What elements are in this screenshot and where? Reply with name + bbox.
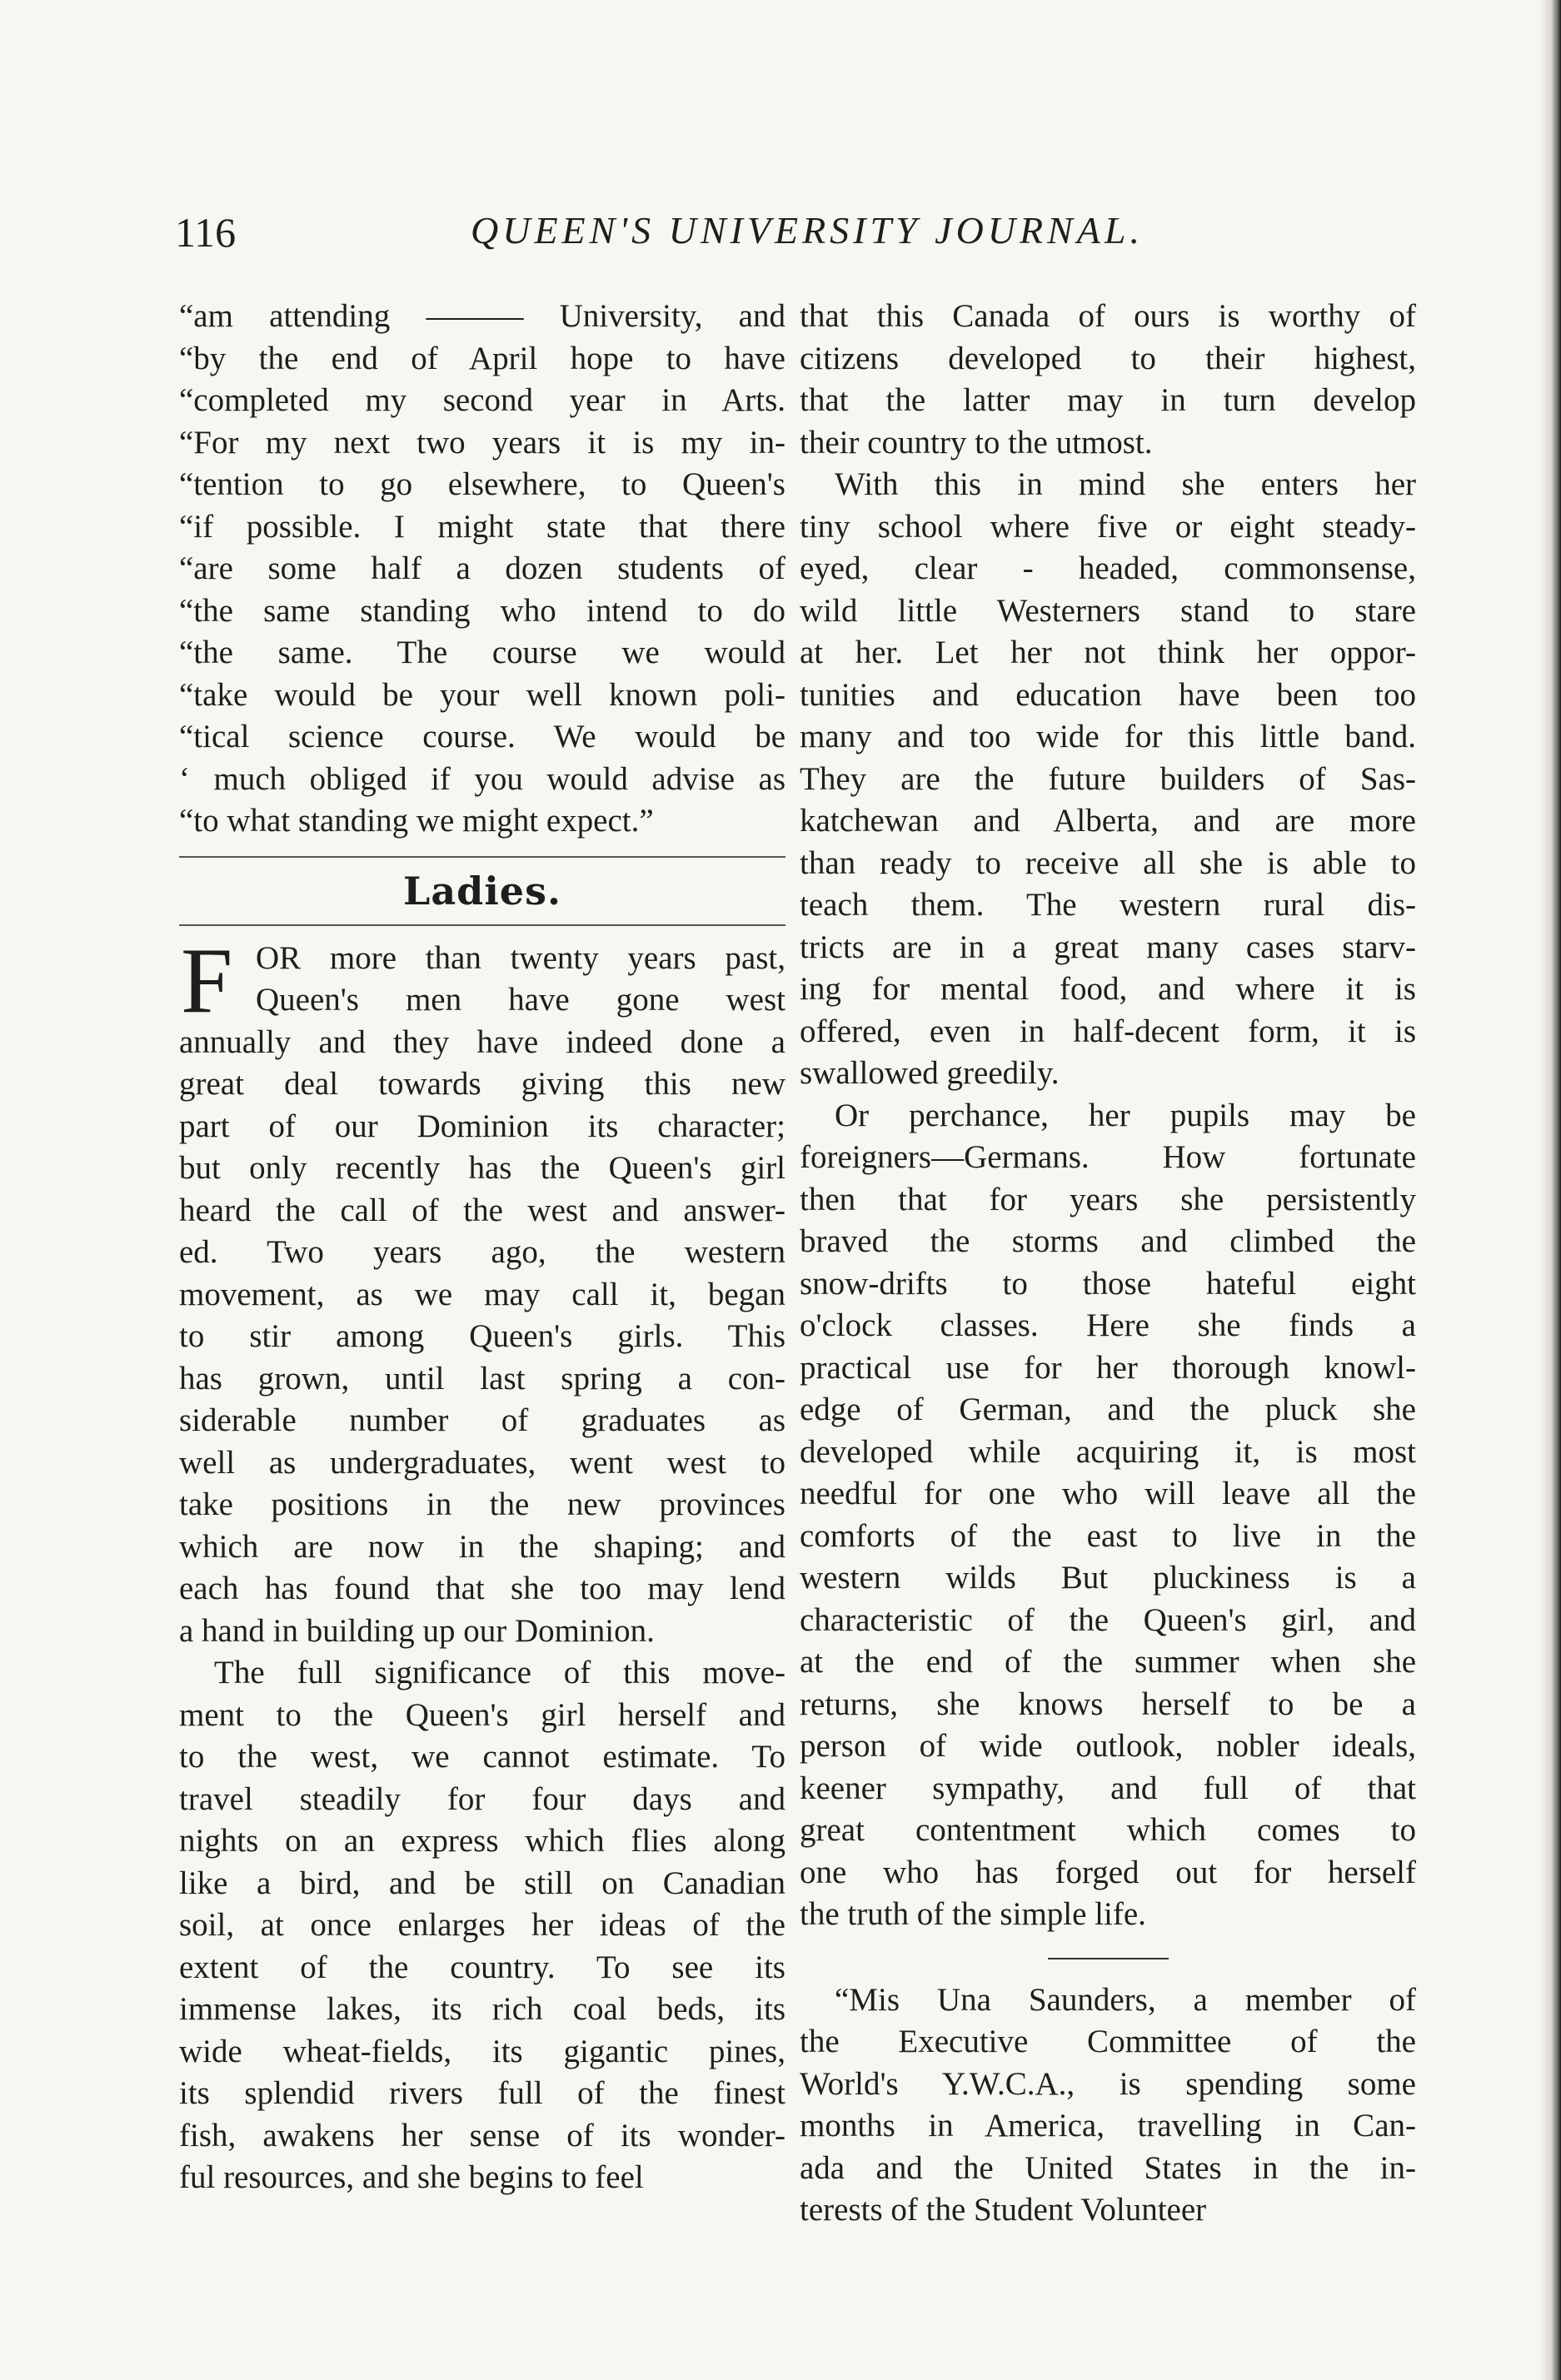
text-line: “the same. The course we would	[179, 635, 785, 670]
text-line: wide wheat-fields, its gigantic pines,	[179, 2033, 785, 2069]
text-line: returns, she knows herself to be a	[800, 1685, 1416, 1722]
text-line: “are some half a dozen students of	[179, 550, 785, 586]
right-paragraph-2	[800, 464, 1416, 1095]
text-line: “the same standing who intend to do	[179, 592, 785, 629]
text-line: terests of the Student Volunteer	[800, 2192, 1207, 2228]
text-line: travel steadily for four days and	[179, 1780, 785, 1817]
text-line: person of wide outlook, nobler ideals,	[800, 1728, 1416, 1764]
text-line: needful for one who will leave all the	[800, 1476, 1416, 1511]
text-line: has grown, until last spring a con-	[179, 1360, 785, 1397]
text-line: heard the call of the west and answer-	[179, 1192, 785, 1228]
text-line: tunities and education have been too	[800, 676, 1416, 713]
text-line: its splendid rivers full of the finest	[179, 2075, 785, 2111]
right-paragraph-4	[800, 1979, 1416, 2232]
text-line: wild little Westerners stand to stare	[800, 592, 1416, 629]
text-line: siderable number of graduates as	[179, 1402, 785, 1438]
text-line: than ready to receive all she is able to	[800, 844, 1416, 881]
ladies-paragraph-1	[179, 929, 785, 1653]
text-line: that the latter may in turn develop	[800, 382, 1416, 418]
text-line: “by the end of April hope to have	[179, 340, 785, 376]
text-line: “For my next two years it is my in-	[179, 424, 785, 461]
text-line: teach them. The western rural dis-	[800, 887, 1416, 923]
text-line: the truth of the simple life.	[800, 1896, 1146, 1932]
text-line: “completed my second year in Arts.	[179, 382, 785, 418]
text-line: many and too wide for this little band.	[800, 719, 1416, 754]
text-line: developed while acquiring it, is most	[800, 1433, 1416, 1470]
text-line: “to what standing we might expect.”	[179, 803, 654, 839]
text-line: great contentment which comes to	[800, 1812, 1416, 1848]
text-line: great deal towards giving this new	[179, 1066, 785, 1102]
right-column	[800, 296, 1416, 2232]
text-line: World's Y.W.C.A., is spending some	[800, 2065, 1416, 2102]
text-line: swallowed greedily.	[800, 1055, 1060, 1091]
text-line: fish, awakens her sense of its wonder-	[179, 2117, 785, 2153]
text-line: citizens developed to their highest,	[800, 340, 1416, 376]
text-line: at her. Let her not think her oppor-	[800, 635, 1416, 670]
text-line: edge of German, and the pluck she	[800, 1392, 1416, 1427]
text-line: Queen's men have gone west	[256, 982, 785, 1018]
text-line: “am attending ——— University, and	[179, 298, 785, 334]
text-line: characteristic of the Queen's girl, and	[800, 1601, 1416, 1638]
text-line: ful resources, and she begins to feel	[179, 2159, 644, 2195]
text-line: to stir among Queen's girls. This	[179, 1318, 785, 1354]
text-line: soil, at once enlarges her ideas of the	[179, 1907, 785, 1943]
text-line: ing for mental food, and where it is	[800, 971, 1416, 1007]
scanned-page-edge	[1539, 0, 1561, 2380]
text-line: ed. Two years ago, the western	[179, 1234, 785, 1270]
text-line: at the end of the summer when she	[800, 1644, 1416, 1680]
ladies-paragraph-2	[179, 1652, 785, 2199]
text-line: nights on an express which flies along	[179, 1823, 785, 1859]
text-line: one who has forged out for herself	[800, 1854, 1416, 1890]
text-line: months in America, travelling in Can-	[800, 2108, 1416, 2143]
section-heading: Ladies.	[403, 868, 561, 914]
text-line: tricts are in a great many cases starv-	[800, 929, 1416, 965]
text-line: ‘ much obliged if you would advise as	[179, 760, 785, 797]
text-line: each has found that she too may lend	[179, 1571, 785, 1606]
text-line: well as undergraduates, went west to	[179, 1444, 785, 1481]
text-line: katchewan and Alberta, and are more	[800, 803, 1416, 839]
text-line: a hand in building up our Dominion.	[179, 1612, 655, 1649]
text-line: that this Canada of ours is worthy of	[800, 298, 1416, 334]
text-line: ada and the United States in the in-	[800, 2149, 1416, 2186]
text-line: “if possible. I might state that there	[179, 508, 785, 545]
text-line: part of our Dominion its character;	[179, 1108, 785, 1144]
page-header	[175, 208, 1399, 266]
text-line: keener sympathy, and full of that	[800, 1770, 1416, 1806]
text-line: to the west, we cannot estimate. To	[179, 1739, 785, 1775]
text-line: “Mis Una Saunders, a member of	[835, 1981, 1416, 2018]
left-column	[179, 296, 785, 2199]
text-line: annually and they have indeed done a	[179, 1023, 785, 1060]
letter-excerpt	[179, 296, 785, 843]
text-line: like a bird, and be still on Canadian	[179, 1865, 785, 1901]
text-line: their country to the utmost.	[800, 424, 1153, 461]
text-line: the Executive Committee of the	[800, 2024, 1416, 2059]
page-number: 116	[175, 209, 237, 256]
text-line: ment to the Queen's girl herself and	[179, 1696, 785, 1733]
text-line: western wilds But pluckiness is a	[800, 1560, 1416, 1596]
text-line: OR more than twenty years past,	[256, 939, 785, 976]
text-line: comforts of the east to live in the	[800, 1517, 1416, 1554]
text-line: The full significance of this move-	[214, 1655, 785, 1690]
text-line: offered, even in half-decent form, it is	[800, 1013, 1416, 1049]
text-line: snow-drifts to those hateful eight	[800, 1265, 1416, 1302]
text-line: but only recently has the Queen's girl	[179, 1150, 785, 1186]
text-line: tiny school where five or eight steady-	[800, 508, 1416, 545]
text-line: “tention to go elsewhere, to Queen's	[179, 466, 785, 502]
drop-cap: F	[181, 929, 233, 1033]
text-line: They are the future builders of Sas-	[800, 760, 1416, 797]
text-line: “tical science course. We would be	[179, 719, 785, 754]
text-line: take positions in the new provinces	[179, 1486, 785, 1522]
text-line: Or perchance, her pupils may be	[835, 1097, 1416, 1133]
text-line: extent of the country. To see its	[179, 1949, 785, 1985]
text-line: immense lakes, its rich coal beds, its	[179, 1991, 785, 2027]
text-line: eyed, clear - headed, commonsense,	[800, 550, 1416, 586]
right-paragraph-3	[800, 1095, 1416, 1936]
text-line: which are now in the shaping; and	[179, 1528, 785, 1565]
journal-title: QUEEN'S UNIVERSITY JOURNAL.	[471, 209, 1144, 251]
text-line: braved the storms and climbed the	[800, 1223, 1416, 1259]
right-paragraph-1	[800, 296, 1416, 464]
text-line: o'clock classes. Here she finds a	[800, 1307, 1416, 1343]
text-line: “take would be your well known poli-	[179, 676, 785, 713]
text-line: movement, as we may call it, began	[179, 1276, 785, 1312]
text-line: foreigners—Germans. How fortunate	[800, 1139, 1416, 1175]
text-line: then that for years she persistently	[800, 1181, 1416, 1217]
text-line: With this in mind she enters her	[835, 466, 1416, 502]
text-line: practical use for her thorough knowl-	[800, 1349, 1416, 1386]
